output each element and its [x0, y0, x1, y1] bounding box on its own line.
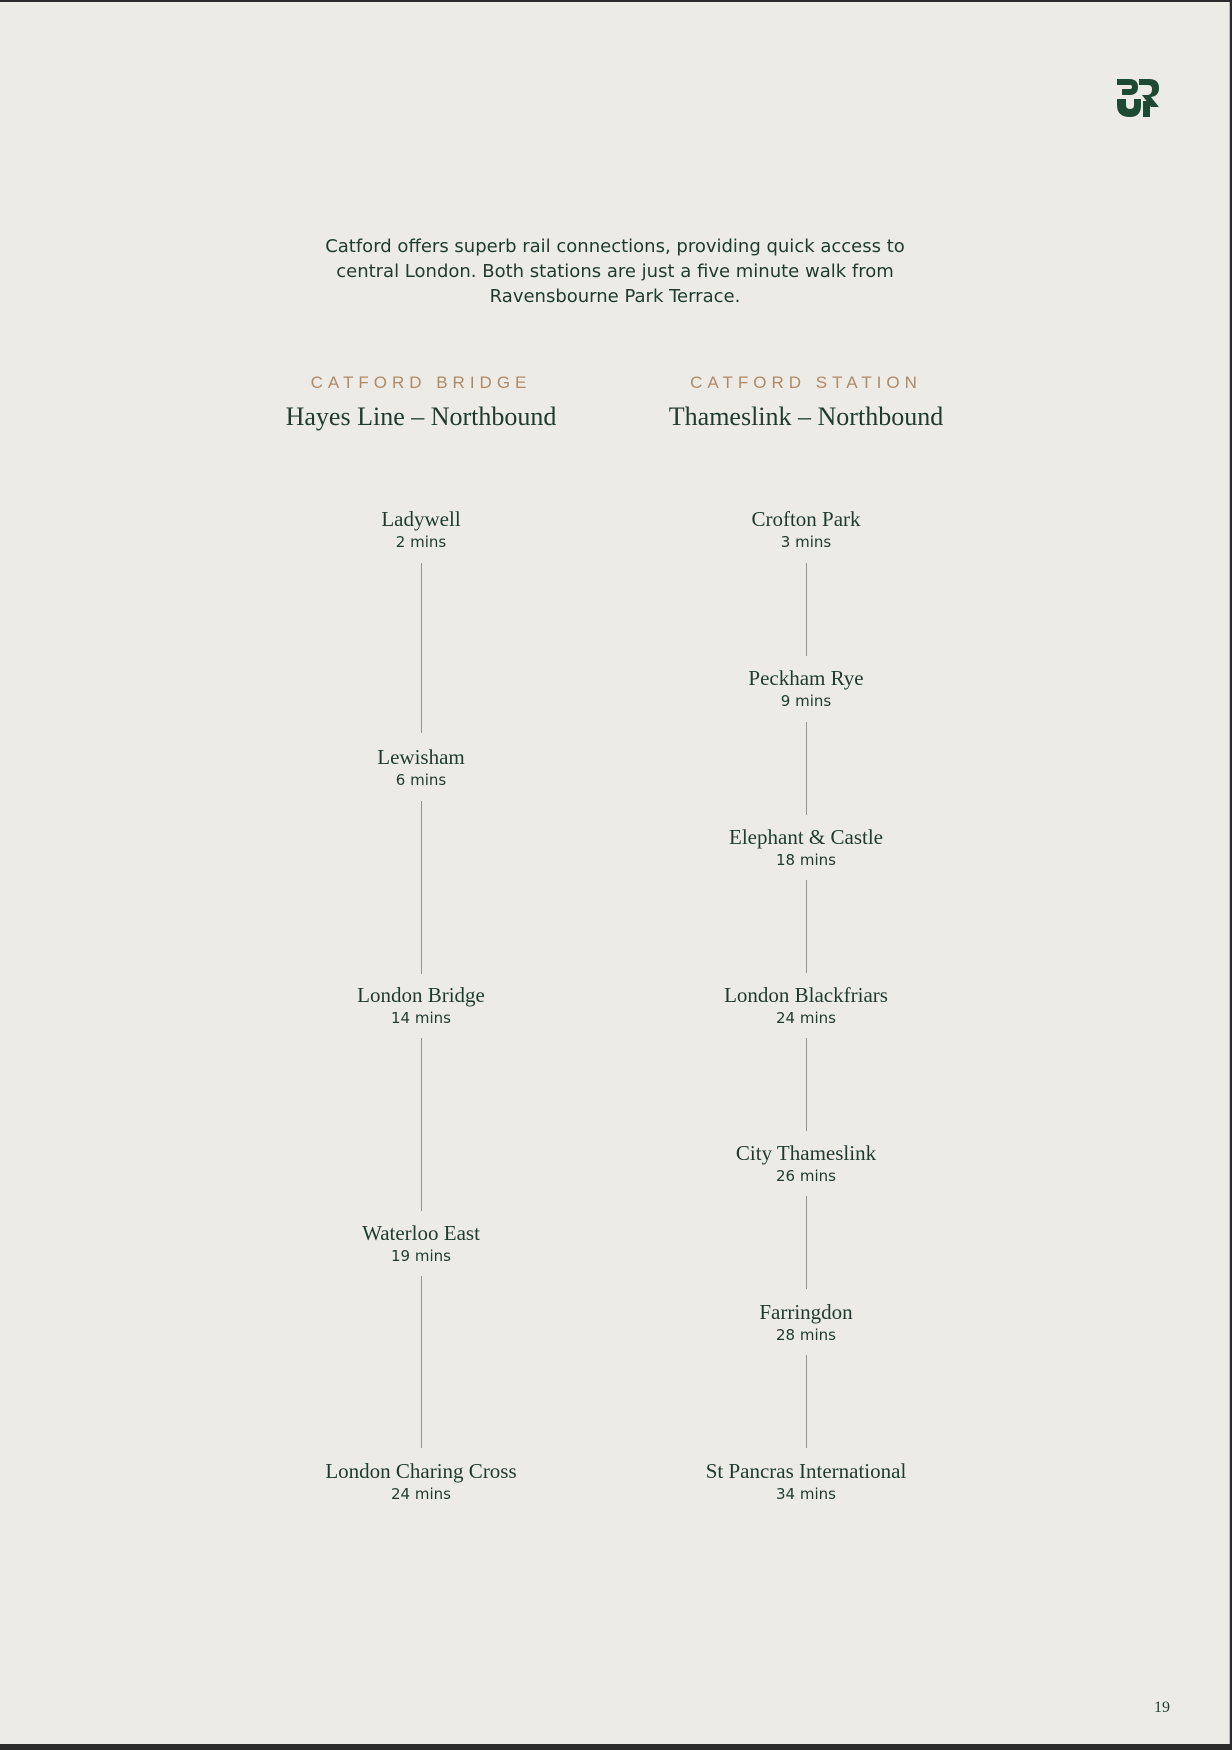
route-line-segment	[806, 1038, 807, 1131]
stop-time: 26 mins	[776, 1167, 836, 1185]
stop-name: London Bridge	[357, 983, 485, 1007]
route-stop	[596, 1458, 1016, 1504]
route-line-segment	[806, 563, 807, 656]
route-line-segment	[421, 1038, 422, 1211]
route-line-segment	[421, 1276, 422, 1448]
route-stop	[211, 982, 631, 1028]
route-line-segment	[806, 1355, 807, 1448]
stop-name: Farringdon	[759, 1300, 853, 1324]
station-name: CATFORD BRIDGE	[310, 373, 532, 392]
stop-name: Waterloo East	[362, 1221, 480, 1245]
route-stop	[596, 665, 1016, 711]
stop-time: 19 mins	[391, 1247, 451, 1265]
stop-time: 18 mins	[776, 851, 836, 869]
route-stop	[596, 506, 1016, 552]
monogram-logo-icon	[1115, 75, 1161, 121]
stop-name: London Charing Cross	[325, 1459, 517, 1483]
route-line-segment	[806, 880, 807, 973]
stop-time: 24 mins	[391, 1485, 451, 1503]
stop-name: Crofton Park	[751, 507, 861, 531]
stop-name: St Pancras International	[705, 1459, 907, 1483]
stop-name: Peckham Rye	[748, 666, 864, 690]
route-line-segment	[806, 722, 807, 815]
stop-time: 3 mins	[780, 533, 832, 551]
stop-time: 6 mins	[395, 771, 447, 789]
intro-paragraph: Catford offers superb rail connections, providing quick access to central London. Both stations are just a five minute walk from Ravensbourne Park Terrace.	[325, 236, 905, 307]
stop-name: City Thameslink	[735, 1141, 877, 1165]
line-name: Thameslink – Northbound	[668, 402, 944, 431]
route-stop	[211, 1458, 631, 1504]
route-line-segment	[421, 563, 422, 733]
route-stop	[596, 824, 1016, 870]
hayes-line-route	[211, 2, 631, 1744]
stop-time: 24 mins	[776, 1009, 836, 1027]
stop-time: 14 mins	[391, 1009, 451, 1027]
stop-time: 34 mins	[776, 1485, 836, 1503]
route-stop	[211, 506, 631, 552]
station-name: CATFORD STATION	[690, 373, 922, 392]
route-stop	[596, 1140, 1016, 1186]
page-number: 19	[1154, 1699, 1170, 1716]
route-line-segment	[421, 801, 422, 974]
stop-name: Elephant & Castle	[729, 825, 883, 849]
route-line-segment	[806, 1196, 807, 1289]
route-stop	[211, 1220, 631, 1266]
stop-name: Lewisham	[377, 745, 465, 769]
stop-time: 9 mins	[780, 692, 832, 710]
route-stop	[596, 1299, 1016, 1345]
stop-name: London Blackfriars	[724, 983, 888, 1007]
brochure-page	[0, 2, 1230, 1744]
stop-time: 2 mins	[395, 533, 447, 551]
stop-name: Ladywell	[381, 507, 461, 531]
route-stop	[596, 982, 1016, 1028]
stop-time: 28 mins	[776, 1326, 836, 1344]
thameslink-route	[596, 2, 1016, 1744]
line-name: Hayes Line – Northbound	[285, 402, 557, 431]
route-stop	[211, 744, 631, 790]
